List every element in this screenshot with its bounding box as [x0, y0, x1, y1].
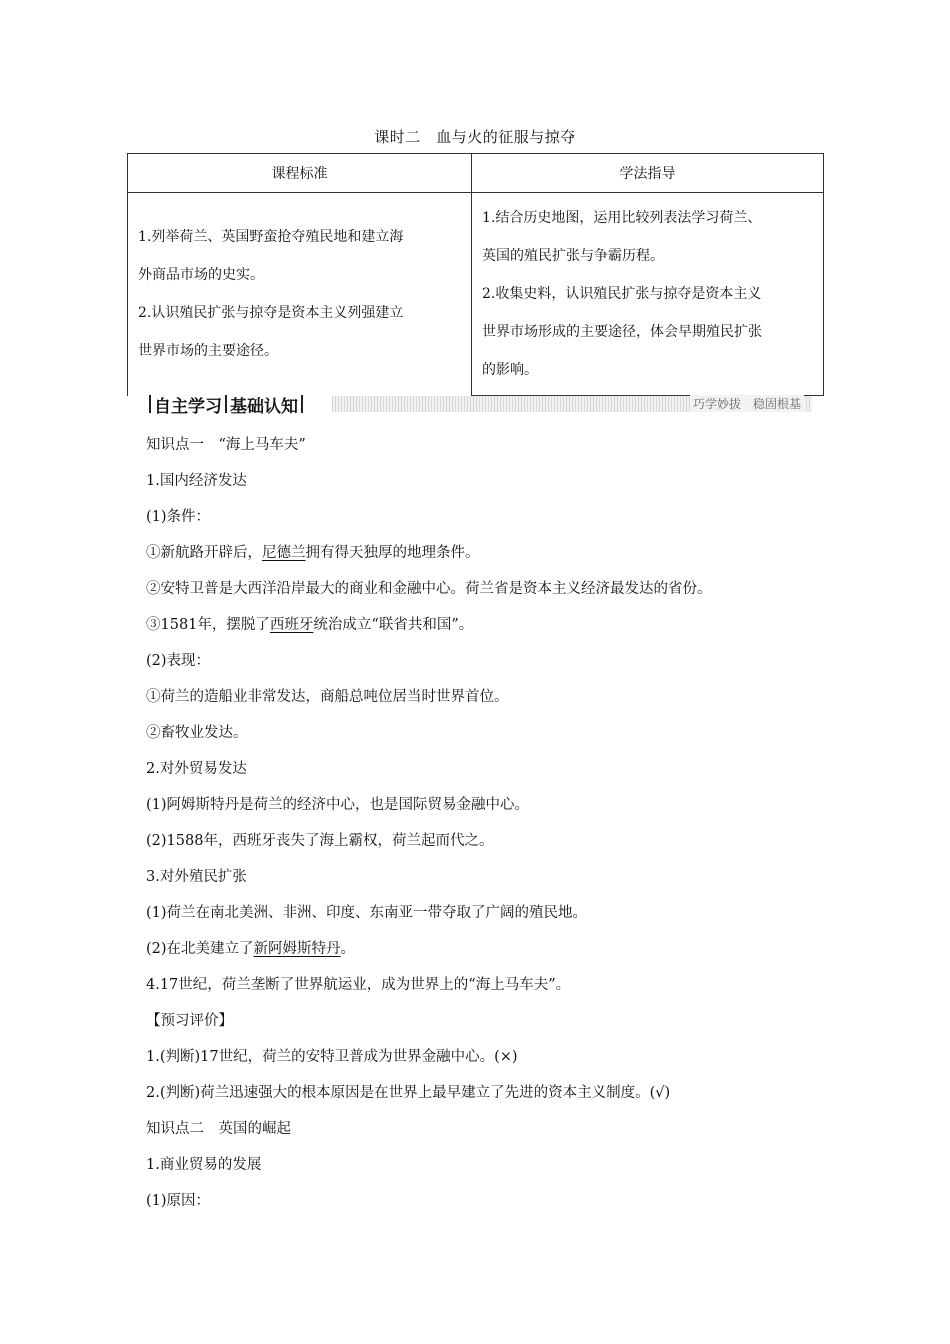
standard-line: 世界市场的主要途径。 [138, 343, 278, 360]
guide-line: 英国的殖民扩张与争霸历程。 [482, 248, 664, 264]
section-label [146, 393, 306, 415]
standard-line: 1.列举荷兰、英国野蛮抢夺殖民地和建立海 [138, 229, 404, 246]
content-line: 1.国内经济发达 [146, 473, 247, 489]
content-line: (1)荷兰在南北美洲、非洲、印度、东南亚一带夺取了广阔的殖民地。 [146, 905, 588, 921]
content-line: (2)表现： [146, 653, 211, 669]
content-line: ②安特卫普是大西洋沿岸最大的商业和金融中心。荷兰省是资本主义经济最发达的省份。 [146, 581, 712, 597]
text-span: 。 [340, 941, 356, 957]
text-span: ①新航路开辟后， [146, 545, 262, 561]
knowledge-point-heading: 知识点一 “海上马车夫” [146, 437, 306, 453]
guide-line: 1.结合历史地图，运用比较列表法学习荷兰、 [482, 210, 762, 226]
curriculum-table [127, 153, 824, 396]
content-line: (2)1588年，西班牙丧失了海上霸权，荷兰起而代之。 [146, 833, 494, 849]
content-line: (1)条件： [146, 509, 211, 525]
content-line: 4.17世纪，荷兰垄断了世界航运业，成为世界上的“海上马车夫”。 [146, 977, 571, 993]
content-line: ②畜牧业发达。 [146, 725, 248, 741]
content-line: (1)阿姆斯特丹是荷兰的经济中心，也是国际贸易金融中心。 [146, 797, 530, 813]
guide-line: 世界市场形成的主要途径，体会早期殖民扩张 [482, 324, 762, 340]
content-line: (1)原因： [146, 1193, 211, 1209]
section-tagline: 巧学妙拔 稳固根基 [690, 395, 804, 412]
preview-heading: 【预习评价】 [146, 1013, 233, 1029]
header-study-guide: 学法指导 [472, 154, 824, 193]
text-span: ③1581年，摆脱了 [146, 617, 270, 633]
section-label-left: 自主学习 [154, 396, 222, 417]
preview-question: 2.(判断)荷兰迅速强大的根本原因是在世界上最早建立了先进的资本主义制度。(√) [146, 1085, 671, 1101]
content-line [146, 607, 826, 643]
page-title: 课时二 血与火的征服与掠夺 [374, 128, 576, 146]
standard-line: 2.认识殖民扩张与掠夺是资本主义列强建立 [138, 305, 404, 322]
preview-question: 1.(判断)17世纪，荷兰的安特卫普成为世界金融中心。(×) [146, 1049, 518, 1065]
lesson-content [146, 427, 826, 1219]
text-span: 统治成立“联省共和国”。 [313, 617, 474, 633]
section-banner [146, 393, 812, 415]
underlined-term: 尼德兰 [262, 545, 306, 561]
content-line: 1.商业贸易的发展 [146, 1157, 262, 1173]
standard-line: 外商品市场的史实。 [138, 267, 264, 284]
divider-bar [301, 395, 303, 413]
underlined-term: 新阿姆斯特丹 [253, 941, 341, 957]
divider-bar [149, 395, 151, 413]
underlined-term: 西班牙 [269, 617, 314, 633]
guide-line: 2.收集史料，认识殖民扩张与掠夺是资本主义 [482, 286, 762, 302]
content-line: ①荷兰的造船业非常发达，商船总吨位居当时世界首位。 [146, 689, 509, 705]
header-course-standard: 课程标准 [128, 154, 472, 193]
text-span: 拥有得天独厚的地理条件。 [305, 545, 480, 561]
divider-bar [225, 395, 227, 413]
guide-line: 的影响。 [482, 362, 538, 378]
text-span: (2)在北美建立了 [146, 941, 254, 957]
study-guide-cell [472, 193, 824, 396]
content-line: 3.对外殖民扩张 [146, 869, 247, 885]
content-line: 2.对外贸易发达 [146, 761, 247, 777]
content-line [146, 931, 826, 967]
course-standard-cell [128, 193, 472, 396]
knowledge-point-heading: 知识点二 英国的崛起 [146, 1121, 291, 1137]
content-line [146, 535, 826, 571]
section-label-right: 基础认知 [230, 396, 298, 417]
